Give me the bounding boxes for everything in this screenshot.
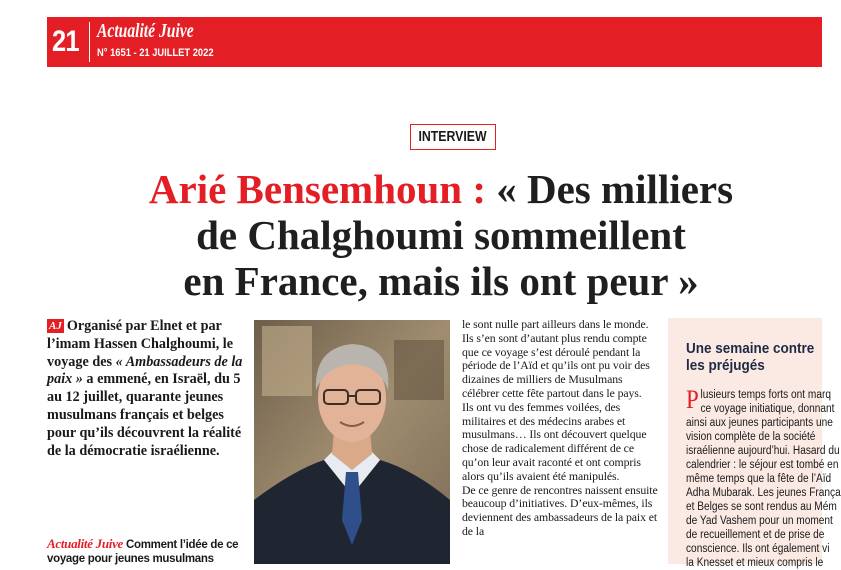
chapeau-text-1: Organisé par Elnet et par l’imam Hassen Chalghoumi, le voyage des (47, 318, 234, 370)
sidebar-box (668, 318, 841, 569)
sidebar-line: ainsi aux jeunes participants une (686, 417, 833, 429)
sidebar-line: la Knesset et mieux compris le (686, 557, 824, 569)
question-brand: Actualité Juive (47, 536, 124, 551)
sidebar-line: lusieurs temps forts ont marq (700, 389, 831, 401)
article-body (462, 318, 660, 539)
sidebar-line: Adha Mubarak. Les jeunes França (686, 487, 841, 499)
chapeau-text-2: a emmené, en Israël, du 5 au 12 juillet, quarante jeunes musulmans français et belges pour qu’ils découvrent la réalité de la démocratie israélienne. (47, 371, 242, 459)
masthead-logo: Actualité Juive (97, 20, 194, 42)
chapeau-italic: « Ambassadeurs de la paix » (47, 353, 243, 388)
headline-line-1 (60, 166, 822, 212)
aj-badge: AJ (49, 320, 62, 332)
sidebar-line: israélienne aujourd’hui. Hasard du (686, 445, 840, 457)
sidebar-line: de Yad Vashem pour un moment (686, 515, 833, 527)
chapeau (47, 318, 247, 460)
sidebar-line: de recueillement et de prise de (686, 529, 825, 541)
headline-line-2: de Chalghoumi sommeillent (196, 212, 686, 258)
headline-speaker: Arié Bensemhoun : (148, 166, 486, 212)
sidebar-title-line-2: les préjugés (686, 357, 765, 374)
sidebar-line: calendrier : le séjour est tombé en (686, 459, 839, 471)
question-text: Comment l’idée de ce voyage pour jeunes musulmans (47, 539, 239, 565)
interview-question (47, 537, 247, 566)
drop-cap: P (686, 385, 699, 414)
headline-line-3: en France, mais ils ont peur » (183, 258, 699, 304)
sidebar-line: ce voyage initiatique, donnant (700, 403, 835, 415)
sidebar-line: même temps que la fête de l’Aïd (686, 473, 832, 485)
sidebar-title (686, 340, 830, 374)
sidebar-line: vision complète de la société (686, 431, 816, 443)
section-tag (410, 124, 496, 150)
sidebar-line: et Belges se sont rendus au Mém (686, 501, 837, 513)
sidebar-body (686, 385, 841, 570)
body-paragraph-1: le sont nulle part ailleurs dans le monde. Ils s’en sont d’autant plus rendu compte que ce voyage s’est déroulé pendant la période de l’Aïd et qu’ils ont pu voir des dizaines de milliers de Musulmans célébrer cette fête partout dans le pays. (462, 317, 650, 400)
headline (60, 166, 822, 304)
headline-quote-start: « Des milliers (486, 166, 734, 212)
section-tag-label: INTERVIEW (418, 128, 488, 145)
body-paragraph-2: Ils ont vu des femmes voilées, des militaires et des médecins arabes et musulmans… Ils ont découvert quelque chose de radicalement différent de ce qu’on leur avait raconté et ont compris alors qu’ils avaient été manipulés. (462, 399, 647, 483)
sidebar-title-line-1: Une semaine contre (686, 340, 815, 357)
body-paragraph-3: De ce genre de rencontres naissent ensuite beaucoup d’initiatives. D’eux-mêmes, ils deviennent des ambassadeurs de la paix et de la (462, 482, 658, 538)
issue-info: N° 1651 - 21 JUILLET 2022 (97, 47, 214, 59)
sidebar-line: conscience. Ils ont également vi (686, 543, 830, 555)
page-number: 21 (52, 25, 79, 58)
header-divider (89, 22, 90, 62)
portrait-photo (254, 320, 450, 564)
